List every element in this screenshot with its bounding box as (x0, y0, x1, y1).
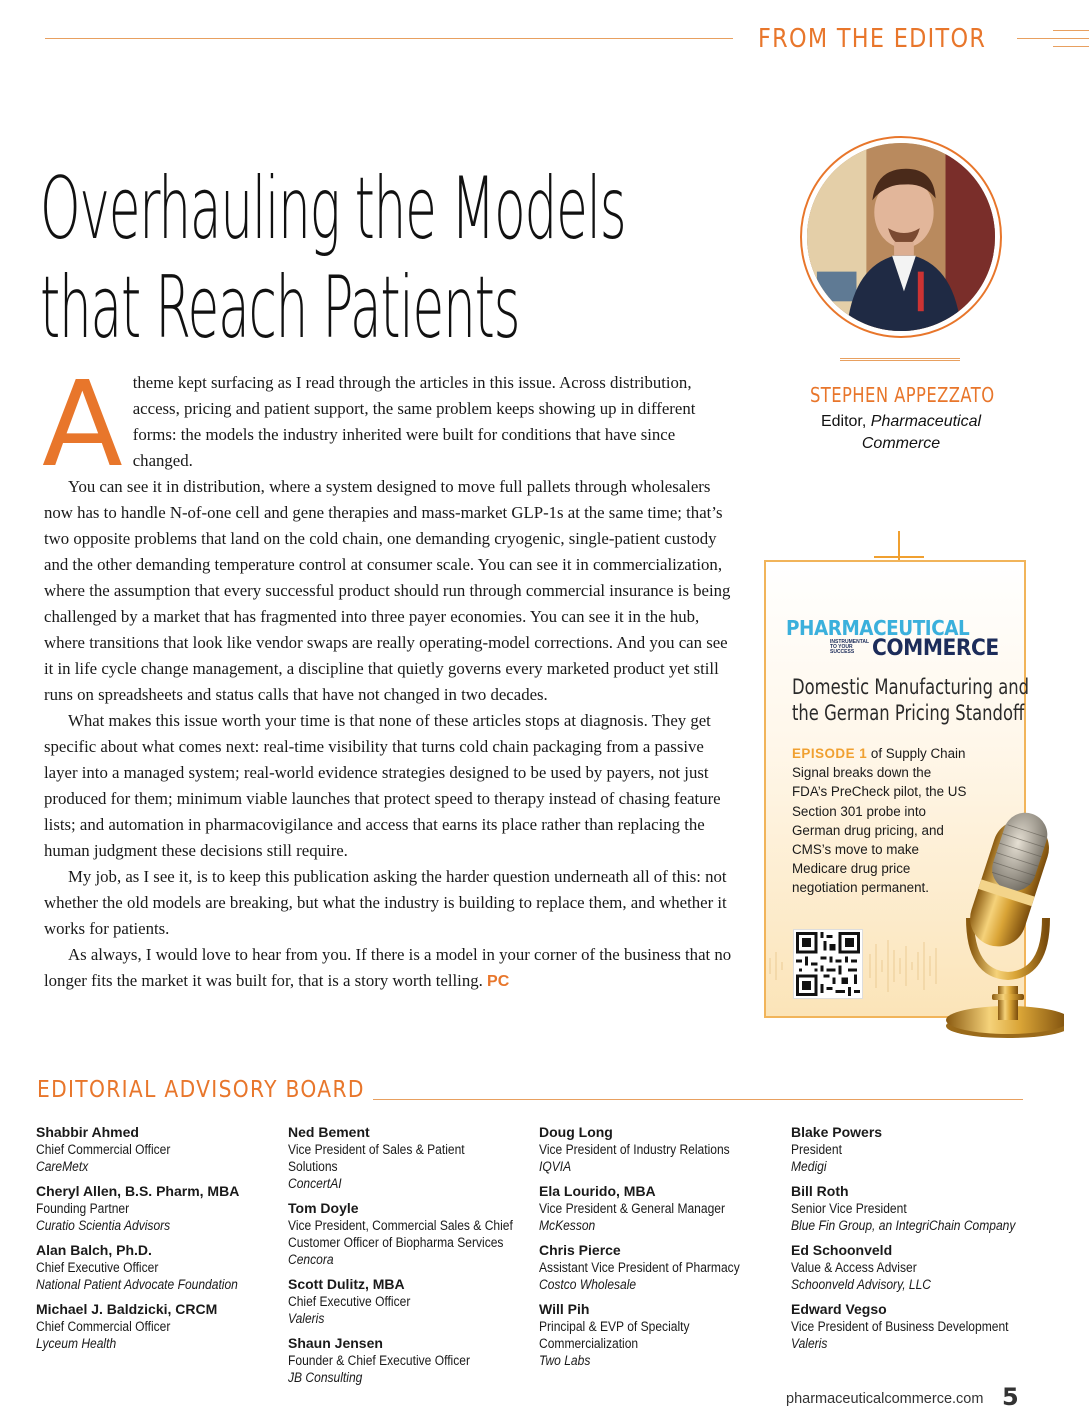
editor-role-prefix: Editor, (820, 413, 867, 430)
member-title: Vice President of Sales & Patient Solutions (288, 1142, 465, 1174)
board-member (36, 1124, 281, 1175)
board-member (288, 1276, 533, 1327)
board-member (288, 1200, 533, 1268)
promo-cross-decor-h (874, 556, 924, 558)
brand-logo (786, 616, 1016, 661)
member-title: Assistant Vice President of Pharmacy (539, 1260, 740, 1275)
member-org: McKesson (539, 1218, 596, 1233)
member-org: ConcertAI (288, 1176, 342, 1191)
member-org: IQVIA (539, 1159, 572, 1174)
member-name: Michael J. Baldzicki, CRCM (36, 1301, 218, 1317)
member-title: Value & Access Adviser (791, 1260, 917, 1275)
member-title: Vice President & General Manager (539, 1201, 726, 1216)
member-name: Ed Schoonveld (791, 1242, 893, 1258)
member-name: Ned Bement (288, 1124, 370, 1140)
member-title: Vice President of Business Development (791, 1319, 1009, 1334)
section-label: FROM THE EDITOR (758, 24, 987, 54)
member-org: Two Labs (539, 1353, 591, 1368)
drop-cap: A (42, 355, 123, 493)
member-org: Cencora (288, 1252, 334, 1267)
article-body (42, 355, 739, 995)
member-org: Schoonveld Advisory, LLC (791, 1277, 932, 1292)
advisory-board-rule (373, 1099, 1023, 1100)
member-name: Cheryl Allen, B.S. Pharm, MBA (36, 1183, 240, 1199)
member-name: Blake Powers (791, 1124, 883, 1140)
member-org: Medigi (791, 1159, 827, 1174)
member-title: Chief Commercial Officer (36, 1319, 171, 1334)
member-title: Senior Vice President (791, 1201, 907, 1216)
member-name: Ela Lourido, MBA (539, 1183, 656, 1199)
brand-logo-top: PHARMACEUTICAL (786, 616, 970, 640)
member-name: Scott Dulitz, MBA (288, 1276, 405, 1292)
board-member (539, 1183, 784, 1234)
board-member (36, 1183, 281, 1234)
board-member (36, 1242, 281, 1293)
portrait-illustration (807, 143, 995, 331)
member-title: Founder & Chief Executive Officer (288, 1353, 470, 1368)
board-member (288, 1335, 533, 1386)
board-column-1 (36, 1124, 281, 1360)
paragraph-1: theme kept surfacing as I read through the articles in this issue. Across distribution, access, pricing and patient support, the same problem keeps showing up in different forms: the models the industry inherited were built for conditions that have since changed. (132, 373, 696, 470)
board-member (791, 1242, 1036, 1293)
header-decor-lines (1017, 28, 1089, 52)
end-mark: PC (487, 973, 510, 990)
member-title: Chief Executive Officer (288, 1294, 411, 1309)
board-column-3 (539, 1124, 784, 1377)
board-column-4 (791, 1124, 1036, 1360)
article-title (40, 159, 626, 358)
member-name: Shaun Jensen (288, 1335, 383, 1351)
member-org: National Patient Advocate Foundation (36, 1277, 238, 1292)
qr-code-graphic (796, 932, 860, 996)
member-org: Valeris (288, 1311, 325, 1326)
article-title-line2: that Reach Patients (40, 258, 520, 358)
promo-title (792, 674, 1030, 726)
paragraph-3: What makes this issue worth your time is that none of these articles stops at diagnosis. They get specific about what comes next: real-time visibility that turns cold chain packaging from a passive layer into a managed system; real-world evidence strategies designed to be used by payers, not just produced for them; minimum viable launches that protect speed to therapy instead of chasing feature lists; and automation in pharmacovigilance and access that earns its place rather than replacing the human judgment these decisions still require. (44, 711, 721, 860)
member-org: Costco Wholesale (539, 1277, 637, 1292)
microphone-icon (936, 798, 1064, 1040)
member-name: Bill Roth (791, 1183, 849, 1199)
podcast-promo-box[interactable] (764, 560, 1030, 1018)
qr-code-icon[interactable] (794, 930, 862, 998)
brand-logo-bottom: COMMERCE (872, 636, 999, 661)
brand-tagline: INSTRUMENTAL TO YOUR SUCCESS (830, 639, 869, 655)
board-member (791, 1183, 1036, 1234)
member-org: JB Consulting (288, 1370, 363, 1385)
episode-label: EPISODE 1 (792, 746, 868, 761)
member-org: Valeris (791, 1336, 828, 1351)
member-name: Alan Balch, Ph.D. (36, 1242, 152, 1258)
board-column-2 (288, 1124, 533, 1394)
paragraph-5-text: As always, I would love to hear from you. If there is a model in your corner of the business that no longer fits the market it was built for, that is a story worth telling. (44, 945, 732, 990)
paragraph-5 (44, 942, 739, 995)
bio-divider (840, 358, 960, 361)
editor-portrait-image (807, 143, 995, 331)
page-number: 5 (1002, 1383, 1019, 1411)
member-name: Will Pih (539, 1301, 590, 1317)
editor-photo (800, 136, 1002, 338)
member-name: Chris Pierce (539, 1242, 621, 1258)
article-title-line1: Overhauling the Models (40, 159, 626, 259)
promo-title-line1: Domestic Manufacturing and (792, 675, 1030, 699)
member-org: Blue Fin Group, an IntegriChain Company (791, 1218, 1016, 1233)
editor-name: STEPHEN APPEZZATO (809, 383, 995, 407)
promo-title-line2: the German Pricing Standoff (792, 701, 1025, 725)
header-rule (45, 38, 733, 39)
board-member (36, 1301, 281, 1352)
advisory-board-title: EDITORIAL ADVISORY BOARD (37, 1077, 365, 1103)
member-name: Tom Doyle (288, 1200, 359, 1216)
member-org: Curatio Scientia Advisors (36, 1218, 171, 1233)
member-org: Lyceum Health (36, 1336, 117, 1351)
board-member (791, 1124, 1036, 1175)
board-member (288, 1124, 533, 1192)
board-member (539, 1124, 784, 1175)
board-member (539, 1301, 784, 1369)
paragraph-2: You can see it in distribution, where a system designed to move full pallets through wholesalers now has to handle N-of-one cell and gene therapies and mass-market GLP-1s at the same time; that’s two opposite problems that land on the cold chain, one demanding cryogenic, single-patient custody and the other demanding temperature control at consumer scale. You can see it in commercialization, where the assumption that every successful product should run through commercial insurance is being challenged by a market that has fragmented into three payer economies. You can see it in the hub, where transitions that look like vendor swaps are really operating-model corrections. And you can see it in life cycle change management, a discipline that quietly governs every marketed product yet still runs on spreadsheets and status calls that have not changed in two decades. (44, 477, 731, 704)
paragraph-4: My job, as I see it, is to keep this publication asking the harder question underneath all of this: not whether the old models are breaking, but what the industry is building to replace them, and whether it works for patients. (44, 867, 727, 938)
member-name: Edward Vegso (791, 1301, 887, 1317)
member-name: Shabbir Ahmed (36, 1124, 139, 1140)
member-title: Vice President, Commercial Sales & Chief Customer Officer of Biopharma Services (288, 1218, 513, 1250)
member-title: Vice President of Industry Relations (539, 1142, 730, 1157)
member-name: Doug Long (539, 1124, 613, 1140)
member-title: Founding Partner (36, 1201, 130, 1216)
member-title: Principal & EVP of Specialty Commercialization (539, 1319, 690, 1351)
member-title: Chief Commercial Officer (36, 1142, 171, 1157)
footer-url[interactable]: pharmaceuticalcommerce.com (786, 1391, 984, 1407)
editor-role (790, 411, 1012, 455)
board-member (791, 1301, 1036, 1352)
episode-text: of Supply Chain Signal breaks down the FDA’s PreCheck pilot, the US Section 301 probe into German drug pricing, and CMS’s move to make Medicare drug price negotiation permanent. (792, 746, 967, 896)
member-title: Chief Executive Officer (36, 1260, 159, 1275)
editor-publication: Pharmaceutical Commerce (861, 413, 982, 452)
board-member (539, 1242, 784, 1293)
member-title: President (791, 1142, 842, 1157)
member-org: CareMetx (36, 1159, 89, 1174)
